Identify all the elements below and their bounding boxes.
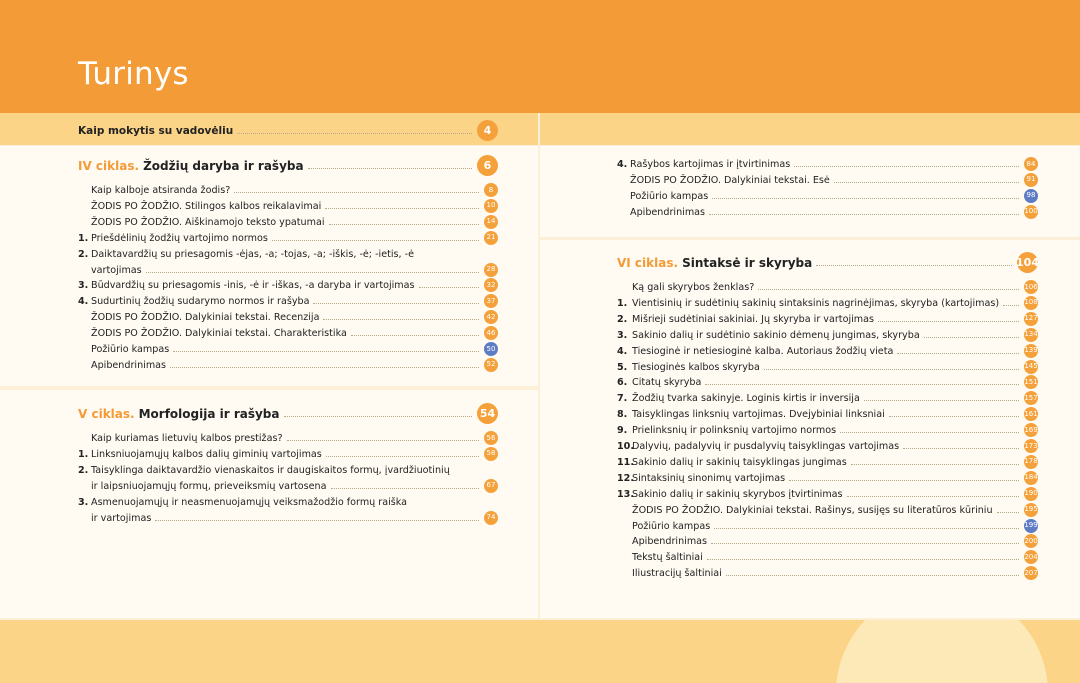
page-badge: 37 bbox=[484, 294, 498, 308]
entry-title: Iliustracijų šaltiniai bbox=[632, 568, 722, 580]
dot-leader bbox=[326, 456, 479, 457]
dot-leader bbox=[711, 543, 1019, 544]
entry-number: 2. bbox=[78, 464, 89, 476]
entry-number: 1. bbox=[78, 232, 89, 244]
page-badge: 52 bbox=[484, 358, 498, 372]
entry-title: Daiktavardžių su priesagomis -ėjas, -a; -tojas, -a; -iškis, -ė; -ietis, -ė bbox=[91, 248, 415, 260]
page-badge: 56 bbox=[484, 431, 498, 445]
entry-number: 10. bbox=[617, 441, 634, 452]
toc-entry[interactable] bbox=[78, 278, 498, 292]
dot-leader bbox=[1003, 305, 1019, 306]
toc-entry[interactable] bbox=[617, 344, 1038, 358]
dot-leader bbox=[794, 166, 1019, 167]
entry-number: 7. bbox=[617, 393, 628, 405]
toc-entry[interactable] bbox=[78, 247, 498, 261]
entry-title: ŽODIS PO ŽODŽIO. Dalykiniai tekstai. Charakteristika bbox=[91, 328, 347, 340]
dot-leader bbox=[997, 512, 1019, 513]
page-badge: 84 bbox=[1024, 157, 1038, 171]
entry-title: Tiesioginė ir netiesioginė kalba. Autoriaus žodžių vieta bbox=[632, 345, 894, 357]
toc-entry[interactable] bbox=[617, 296, 1038, 310]
dot-leader bbox=[419, 287, 479, 288]
entry-title: Tekstų šaltiniai bbox=[632, 552, 703, 564]
entry-title: ŽODIS PO ŽODŽIO. Dalykiniai tekstai. Rašinys, susijęs su literatūros kūriniu bbox=[632, 504, 993, 516]
page-badge: 54 bbox=[477, 403, 498, 424]
page-badge: 91 bbox=[1024, 173, 1038, 187]
entry-title: Žodžių tvarka sakinyje. Loginis kirtis ir inversija bbox=[632, 393, 860, 405]
section-name: Žodžių daryba ir rašyba bbox=[143, 158, 304, 173]
entry-number: 4. bbox=[617, 345, 628, 357]
page-badge: 28 bbox=[484, 263, 498, 277]
toc-entry[interactable] bbox=[78, 326, 498, 340]
entry-title: Kaip kalboje atsiranda žodis? bbox=[91, 185, 231, 196]
intro-band-right bbox=[540, 113, 1080, 145]
section-name: Sintaksė ir skyryba bbox=[682, 255, 813, 270]
dot-leader bbox=[924, 337, 1019, 338]
toc-entry[interactable] bbox=[617, 407, 1038, 421]
page-badge: 100 bbox=[1024, 205, 1038, 219]
entry-title: ŽODIS PO ŽODŽIO. Aiškinamojo teksto ypatumai bbox=[91, 216, 325, 228]
entry-number: 4. bbox=[78, 296, 89, 308]
entry-title: Požiūrio kampas bbox=[632, 520, 711, 532]
entry-title: Kaip kuriamas lietuvių kalbos prestižas? bbox=[91, 433, 283, 444]
toc-entry[interactable] bbox=[78, 183, 498, 197]
entry-number: 12. bbox=[617, 472, 634, 484]
page-badge: 98 bbox=[1024, 189, 1038, 203]
toc-entry[interactable] bbox=[617, 157, 1038, 171]
dot-leader bbox=[313, 303, 479, 304]
page-badge: 134 bbox=[1024, 328, 1038, 342]
dot-leader bbox=[351, 335, 479, 336]
page-badge: 173 bbox=[1024, 439, 1038, 453]
entry-title: Prielinksnių ir polinksnių vartojimo normos bbox=[632, 425, 837, 437]
toc-entry[interactable] bbox=[617, 423, 1038, 437]
toc-entry[interactable] bbox=[78, 199, 498, 213]
toc-entry[interactable] bbox=[617, 455, 1038, 469]
dot-leader bbox=[712, 198, 1019, 199]
entry-title: ŽODIS PO ŽODŽIO. Dalykiniai tekstai. Esė bbox=[630, 174, 830, 186]
entry-title: Sudurtinių žodžių sudarymo normos ir rašyba bbox=[91, 296, 310, 308]
toc-entry[interactable] bbox=[617, 471, 1038, 485]
entry-title: Taisyklingas linksnių vartojimas. Dvejybiniai linksniai bbox=[632, 409, 885, 421]
section-heading-vi[interactable] bbox=[617, 252, 1038, 273]
header-banner bbox=[0, 0, 1080, 113]
dot-leader bbox=[840, 432, 1019, 433]
toc-entry[interactable] bbox=[617, 205, 1038, 219]
page-badge: 190 bbox=[1024, 487, 1038, 501]
entry-title: Sakinio dalių ir sudėtinio sakinio dėmenų jungimas, skyryba bbox=[632, 329, 920, 341]
entry-title: Tiesioginės kalbos skyryba bbox=[632, 361, 760, 373]
toc-entry[interactable] bbox=[617, 328, 1038, 342]
dot-leader bbox=[903, 448, 1019, 449]
dot-leader bbox=[897, 353, 1019, 354]
cycle-label: V ciklas. bbox=[78, 406, 135, 421]
entry-number: 2. bbox=[617, 313, 628, 325]
page-badge: 14 bbox=[484, 215, 498, 229]
entry-title: Apibendrinimas bbox=[91, 359, 167, 371]
entry-title: Dalyvių, padalyvių ir pusdalyvių taisyklingas vartojimas bbox=[632, 441, 900, 452]
page-badge: 157 bbox=[1024, 391, 1038, 405]
dot-leader bbox=[816, 265, 1012, 266]
page-badge: 195 bbox=[1024, 503, 1038, 517]
toc-entry[interactable] bbox=[78, 479, 498, 493]
toc-entry[interactable] bbox=[617, 550, 1038, 564]
entry-title: Sakinio dalių ir sakinių taisyklingas jungimas bbox=[632, 456, 847, 468]
page-badge: 21 bbox=[484, 231, 498, 245]
section-heading-iv[interactable] bbox=[78, 155, 498, 176]
entry-number: 6. bbox=[617, 377, 628, 389]
toc-entry[interactable] bbox=[78, 463, 498, 477]
dot-leader bbox=[170, 367, 479, 368]
intro-entry[interactable] bbox=[78, 120, 498, 141]
page-badge: 6 bbox=[477, 155, 498, 176]
page-badge: 50 bbox=[484, 342, 498, 356]
section-heading-v[interactable] bbox=[78, 403, 498, 424]
toc-entry[interactable] bbox=[78, 431, 498, 445]
page-title: Turinys bbox=[78, 56, 189, 92]
entry-title: Rašybos kartojimas ir įtvirtinimas bbox=[630, 159, 791, 170]
page-badge: 42 bbox=[484, 310, 498, 324]
entry-title: Vientisinių ir sudėtinių sakinių sintaksinis nagrinėjimas, skyryba (kartojimas) bbox=[632, 297, 1000, 309]
toc-entry[interactable] bbox=[78, 231, 498, 245]
dot-leader bbox=[323, 319, 479, 320]
entry-title: Asmenuojamųjų ir neasmenuojamųjų veiksmažodžio formų raiška bbox=[91, 496, 408, 508]
toc-entry[interactable] bbox=[617, 534, 1038, 548]
page-badge: 4 bbox=[477, 120, 498, 141]
toc-entry[interactable] bbox=[78, 342, 498, 356]
page-badge: 67 bbox=[484, 479, 498, 493]
entry-title: Požiūrio kampas bbox=[91, 344, 170, 355]
toc-entry[interactable] bbox=[617, 439, 1038, 453]
entry-title: ŽODIS PO ŽODŽIO. Dalykiniai tekstai. Recenzija bbox=[91, 312, 320, 324]
toc-entry[interactable] bbox=[617, 280, 1038, 294]
entry-number: 4. bbox=[617, 159, 628, 170]
dot-leader bbox=[234, 192, 479, 193]
page-badge: 127 bbox=[1024, 312, 1038, 326]
page-badge: 74 bbox=[484, 511, 498, 525]
dot-leader bbox=[155, 520, 479, 521]
page-badge: 184 bbox=[1024, 471, 1038, 485]
toc-entry[interactable] bbox=[617, 391, 1038, 405]
page-badge: 8 bbox=[484, 183, 498, 197]
toc-entry[interactable] bbox=[78, 447, 498, 461]
entry-title: Sakinio dalių ir sakinių skyrybos įtvirtinimas bbox=[632, 488, 843, 500]
toc-entry[interactable] bbox=[78, 215, 498, 229]
dot-leader bbox=[834, 182, 1019, 183]
decorative-circle bbox=[836, 620, 1048, 683]
page-badge: 204 bbox=[1024, 550, 1038, 564]
page-badge: 207 bbox=[1024, 566, 1038, 580]
toc-entry[interactable] bbox=[78, 294, 498, 308]
page-badge: 108 bbox=[1024, 296, 1038, 310]
dot-leader bbox=[758, 289, 1019, 290]
toc-entry[interactable] bbox=[617, 487, 1038, 501]
entry-number: 13. bbox=[617, 488, 634, 500]
dot-leader bbox=[284, 416, 473, 417]
entry-number: 3. bbox=[78, 280, 89, 292]
dot-leader bbox=[287, 440, 479, 441]
page-badge: 145 bbox=[1024, 360, 1038, 374]
entry-number: 11. bbox=[617, 456, 634, 468]
entry-title: Būdvardžių su priesagomis -inis, -ė ir -iškas, -a daryba ir vartojimas bbox=[91, 280, 415, 292]
entry-title: Citatų skyryba bbox=[632, 377, 702, 389]
page-badge: 151 bbox=[1024, 375, 1038, 389]
entry-number: 9. bbox=[617, 425, 628, 437]
cycle-label: IV ciklas. bbox=[78, 158, 140, 173]
entry-title: Ką gali skyrybos ženklas? bbox=[632, 282, 755, 293]
dot-leader bbox=[864, 400, 1019, 401]
dot-leader bbox=[146, 272, 479, 273]
entry-title: vartojimas bbox=[91, 264, 142, 276]
entry-number: 3. bbox=[78, 496, 89, 508]
toc-entry[interactable] bbox=[617, 312, 1038, 326]
entry-number: 1. bbox=[78, 448, 89, 460]
entry-title: Taisyklinga daiktavardžio vienaskaitos ir daugiskaitos formų, įvardžiuotinių bbox=[91, 464, 450, 476]
dot-leader bbox=[764, 369, 1019, 370]
entry-number: 1. bbox=[617, 297, 628, 309]
entry-title: ir laipsniuojamųjų formų, prieveiksmių vartosena bbox=[91, 480, 327, 492]
toc-entry[interactable] bbox=[78, 511, 498, 525]
entry-title: Mišrieji sudėtiniai sakiniai. Jų skyryba ir vartojimas bbox=[632, 313, 874, 325]
dot-leader bbox=[709, 214, 1019, 215]
entry-title: ŽODIS PO ŽODŽIO. Stilingos kalbos reikalavimai bbox=[91, 200, 322, 212]
page-badge: 106 bbox=[1024, 280, 1038, 294]
dot-leader bbox=[173, 351, 479, 352]
page-badge: 104 bbox=[1017, 252, 1038, 273]
dot-leader bbox=[878, 321, 1019, 322]
footer-band bbox=[0, 620, 1080, 683]
page-badge: 58 bbox=[484, 447, 498, 461]
dot-leader bbox=[237, 133, 472, 134]
dot-leader bbox=[325, 208, 479, 209]
page-badge: 10 bbox=[484, 199, 498, 213]
entry-title: Priešdėlinių žodžių vartojimo normos bbox=[91, 232, 268, 244]
toc-entry[interactable] bbox=[617, 519, 1038, 533]
toc-entry[interactable] bbox=[617, 173, 1038, 187]
entry-number: 3. bbox=[617, 329, 628, 341]
dot-leader bbox=[705, 384, 1019, 385]
dot-leader bbox=[272, 240, 479, 241]
toc-entry[interactable] bbox=[617, 566, 1038, 580]
dot-leader bbox=[329, 224, 479, 225]
entry-number: 2. bbox=[78, 248, 89, 260]
dot-leader bbox=[714, 528, 1019, 529]
page-badge: 200 bbox=[1024, 534, 1038, 548]
dot-leader bbox=[789, 480, 1019, 481]
toc-entry[interactable] bbox=[78, 358, 498, 372]
toc-entry[interactable] bbox=[78, 263, 498, 277]
entry-title: Sintaksinių sinonimų vartojimas bbox=[632, 472, 786, 484]
page-badge: 46 bbox=[484, 326, 498, 340]
toc-entry[interactable] bbox=[617, 375, 1038, 389]
dot-leader bbox=[331, 488, 479, 489]
entry-number: 8. bbox=[617, 409, 628, 421]
entry-title: Apibendrinimas bbox=[630, 206, 706, 218]
section-name: Morfologija ir rašyba bbox=[138, 406, 280, 421]
toc-entry[interactable] bbox=[78, 495, 498, 509]
page-badge: 169 bbox=[1024, 423, 1038, 437]
toc-entry[interactable] bbox=[78, 310, 498, 324]
page-badge: 161 bbox=[1024, 407, 1038, 421]
dot-leader bbox=[847, 496, 1019, 497]
entry-title: Apibendrinimas bbox=[632, 536, 708, 548]
dot-leader bbox=[726, 575, 1019, 576]
toc-entry[interactable] bbox=[617, 360, 1038, 374]
toc-entry[interactable] bbox=[617, 503, 1038, 517]
intro-label: Kaip mokytis su vadovėliu bbox=[78, 124, 234, 137]
dot-leader bbox=[308, 168, 472, 169]
dot-leader bbox=[707, 559, 1019, 560]
cycle-label: VI ciklas. bbox=[617, 255, 679, 270]
entry-title: Požiūrio kampas bbox=[630, 190, 709, 202]
dot-leader bbox=[889, 416, 1019, 417]
entry-title: Linksniuojamųjų kalbos dalių giminių vartojimas bbox=[91, 448, 322, 460]
entry-title: ir vartojimas bbox=[91, 512, 152, 524]
page-badge: 199 bbox=[1024, 519, 1038, 533]
page-badge: 139 bbox=[1024, 344, 1038, 358]
page-badge: 178 bbox=[1024, 455, 1038, 469]
toc-entry[interactable] bbox=[617, 189, 1038, 203]
page-badge: 32 bbox=[484, 278, 498, 292]
dot-leader bbox=[851, 464, 1019, 465]
entry-number: 5. bbox=[617, 361, 628, 373]
